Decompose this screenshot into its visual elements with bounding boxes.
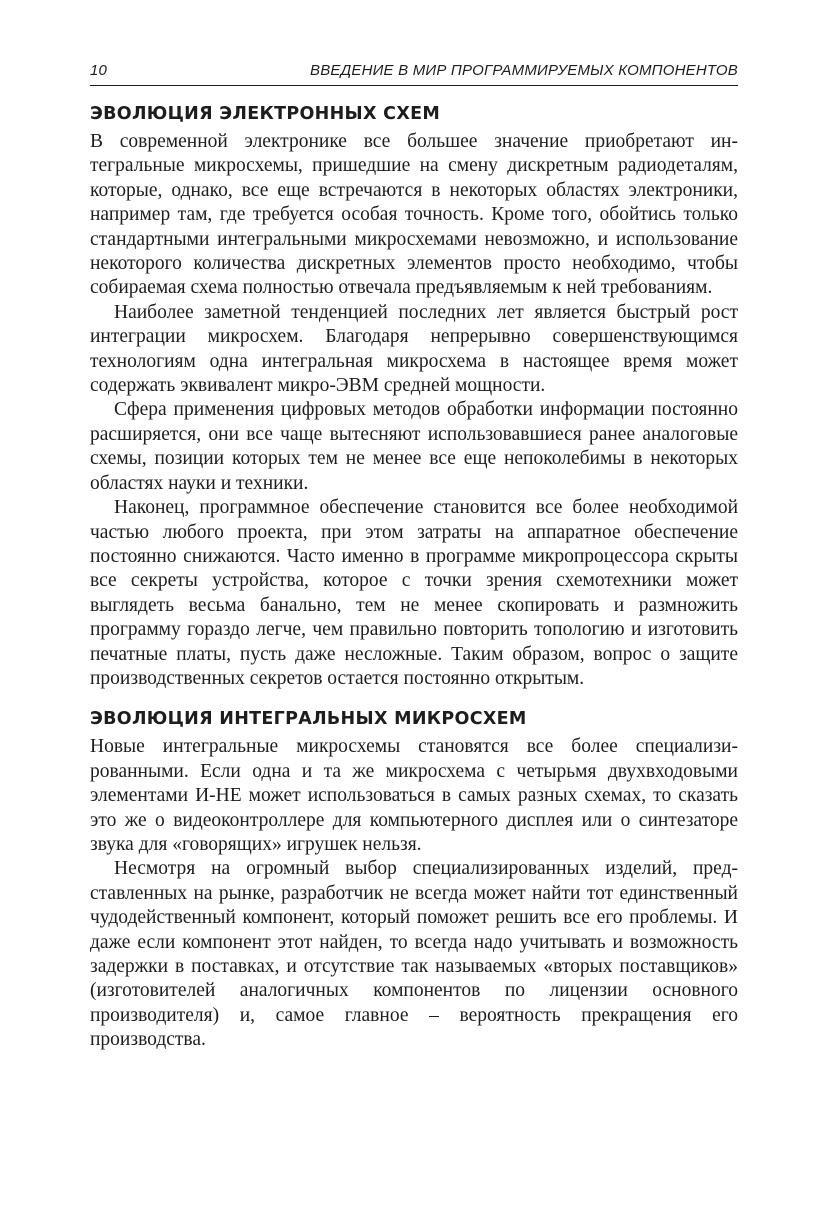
section-heading-electronic-circuits: ЭВОЛЮЦИЯ ЭЛЕКТРОННЫХ СХЕМ — [90, 104, 441, 124]
page-number: 10 — [90, 62, 108, 79]
running-title: ВВЕДЕНИЕ В МИР ПРОГРАММИРУЕМЫХ КОМПОНЕНТОВ — [310, 62, 738, 79]
section-heading-integrated-circuits: ЭВОЛЮЦИЯ ИНТЕГРАЛЬНЫХ МИКРОСХЕМ — [90, 709, 527, 730]
paragraph: В современной электронике все большее значение приобретают интегральные микросхемы, пришедшие на смену дискретным радиодеталям, которые, однако, все еще встречаются в некоторых областях электроники, например там, где требуется особая точность. Кроме того, обойтись только стандартными интегральными микросхемами невозможно, и использование некоторого количества дискретных элементов просто необходимо, чтобы собираемая схема полностью отвечала предъявляемым к ней требованиям. — [90, 131, 738, 299]
paragraph: Несмотря на огромный выбор специализированных изделий, представленных на рынке, разработчик не всегда может найти тот единственный чудодейственный компонент, который поможет решить все его проблемы. И даже если компонент этот найден, то всегда надо учитывать и возможность задержки в поставках, и отсутствие так называемых «вторых поставщиков» (изготовителей аналогичных компонентов по лицензии основного производителя) и, самое главное – вероятность прекращения его производства. — [90, 858, 738, 1051]
paragraph: Новые интегральные микросхемы становятся все более специализированными. Если одна и та же микросхема с четырьмя двухвходовыми элементами И-НЕ может использоваться в самых разных схемах, то сказать это же о видеоконтроллере для компьютерного дисплея или о синтезаторе звука для «говорящих» игрушек нельзя. — [90, 736, 738, 855]
book-page — [90, 62, 738, 1053]
paragraph: Сфера применения цифровых методов обработки информации постоянно расширяется, они все чаще вытесняют использовавшиеся ранее аналоговые схемы, позиции которых тем не менее все еще непоколебимы в некоторых областях науки и техники. — [90, 399, 738, 494]
paragraph: Наиболее заметной тенденцией последних лет является быстрый рост интеграции микросхем. Благодаря непрерывно совершенствующимся технологиям одна интегральная микросхема в настоящее время может содержать эквивалент микро-ЭВМ средней мощности. — [90, 301, 738, 397]
running-header — [90, 62, 738, 86]
paragraph: Наконец, программное обеспечение становится все более необходимой частью любого проекта, при этом затраты на аппаратное обеспечение постоянно снижаются. Часто именно в программе микропроцессора скрыты все секреты устройства, которое с точки зрения схемотехники может выглядеть весьма банально, тем не менее скопировать и размножить программу гораздо легче, чем правильно повторить топологию и изготовить печатные платы, пусть даже несложные. Таким образом, вопрос о защите производственных секретов остается постоянно открытым. — [90, 497, 738, 689]
